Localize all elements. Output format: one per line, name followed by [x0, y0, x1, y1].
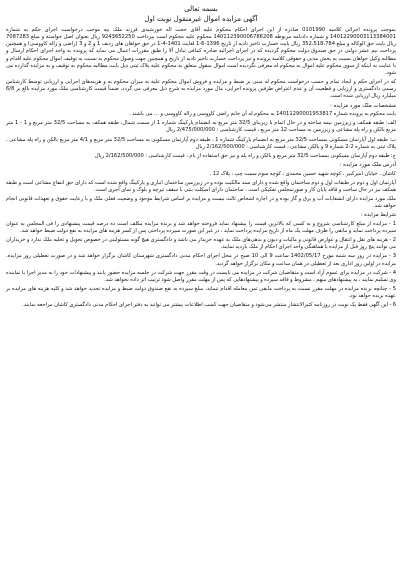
section-conditions-heading: شرایط مزایده : — [360, 212, 396, 219]
section-address-heading: آدرس ملک مورد مزایده : — [339, 162, 396, 168]
paragraph-condition-5: 5 - چنانچه برنده مزایده در مهلت مقرر نسبت به پرداخت مابقی ثمن معامله اقدام ننماید، مبلغ سپرده به نفع صندوق دولت ضبط و مزایده تجدید خواهد شد و کلیه هزینه های مزایده بر عهده برنده خواهد بود. — [6, 286, 396, 300]
paragraph-item-a: الف: طبقه همکف و زیرزمین نیمه ساخته و در حال اتمام با زیربنای 32/5 متر مربع به انضمام پارکینگ شماره 1 از سمت شمال، طبقه همکف به مساحت 32/5 متر مربع و 1 - 1 متر مربع بالکن و راه پله مشاعی و زیرزمین به مساحت 12 متر مربع ، قیمت کارشناسی : 2/475/000/000 ریال — [6, 120, 397, 134]
paragraph-building: آپارتمان اول و دوم در طبقات اول و دوم ساختمان واقع شده و دارای سند مالکیت بوده و در زیرزمین ساختمان انباری و پارکینگ واقع شده است که دارای حق انتفاع مشاعی است و طبقه همکف نیز در حال ساخت و فاقد پایان کار و صورتمجلس تفکیکی است ، ساختمان دارای اسکلت بتنی با سقف تیرچه و بلوک و نمای آجری است. — [6, 179, 396, 193]
paragraph-condition-2: 2 - هزینه های نقل و انتقال و عوارض قانونی و مالیات و دیون و بدهی‌های ملک به عهده خریدار می باشد و دادگستری هیچ گونه مسئولیتی در خصوص تحویل و تخلیه ملک ندارد و خریداران می توانند پنج روز قبل از مزایده با هماهنگی واحد اجرای احکام از ملک بازدید نمایند. — [6, 237, 396, 251]
paragraph-condition-3: 3 - مزایده در روز سه شنبه مورخ 1402/05/17 ساعت 9 الی 10 صبح در محل اجرای احکام مدنی دادگستری شهرستان کاشان برگزار خواهد شد و در صورت تعطیلی روز مزایده، مزایده در اولین روز اداری بعد از تعطیلی در همان ساعت و مکان برگزار خواهد گردید. — [6, 253, 396, 267]
paragraph-item-c: ج: طبقه دوم آپارتمان مسکونی بمساحت 32/5 متر مربع و بالکن و راه پله و نیز حق استفاده از بام ، قیمت کارشناسی : 2/162/500/000 ریال — [94, 152, 396, 159]
paragraph-condition-6: 6 - این آگهی فقط یک نوبت در روزنامه کثیرالانتشار منتشر می‌شود و متقاضیان جهت کسب اطلاعات بیشتر می توانند به دفتر اجرای احکام مدنی دادگستری کاشان مراجعه نمایند. — [22, 302, 396, 309]
paragraph-condition-1: 1 - مزایده از مبلغ کارشناسی شروع و به کسی که بالاترین قیمت را پیشنهاد نماید فروخته خواهد شد و برنده مزایده مکلف است ده درصد قیمت پیشنهادی را فی المجلس به عنوان سپرده پرداخت نماید و مابقی را ظرف مهلت یک ماه از تاریخ مزایده پرداخت نماید ، در غیر این صورت سپرده پرداختی پس از کسر هزینه های مزایده به نفع دولت ضبط خواهد شد. — [6, 220, 396, 234]
paragraph-execution: که در اجرای حکم و ایجاد تمام و حسب درخواست محکوم له مبنی بر ضبط و مزایده و فروش اموال محکوم علیه به میزان محکوم به و هزینه‌های اجرایی و ارزیابی توسط کارشناس رسمی دادگستری و ارزیابی و قطعیت آن و عدم اعتراض طرفین پرونده اجرایی، مال مورد مزایده به شرح ذیل معرفی می گردد، ضمناً قیمت کارشناسی ملک مورد مزایده بالغ بر 6/8 میلیارد ریال ارزیابی شده است. — [6, 79, 396, 100]
document-title: بسمه تعالی — [184, 5, 218, 13]
paragraph-address: کاشان ، خیابان امیرکبیر ، کوچه شهید حسین محمدی ، کوچه سوم سمت چپ ، پلاک 12 . — [209, 170, 396, 177]
paragraph-item-b: ب: طبقه اول آپارتمان مسکونی بمساحت 32/5 متر مربع به انضمام پارکینگ شماره 1 ، طبقه دوم آپارتمان مسکونی به مساحت 32/5 متر مربع و 4/1 متر مربع بالکن و راه پله مشاعی ، پلاک ثبتی به شماره 2-2 شماره 9 و بالکن مشاعی ، قیمت کارشناسی : 2/162/500/000 ریال — [6, 136, 396, 150]
paragraph-beneficiary: بابت محکوم به پرونده شماره 14011290001953817 به محکوم له آن خانم راضی کاووسی و زاله کاووسی و ... می باشند . — [129, 111, 396, 118]
paragraph-case-intro: بموجب پرونده اجرائی کلاسه 0101990 صادره از این اجرای احکام محکوم علیه آقای حجت اله خورشیدی فرزند ملک بیه موجب درخواست اجرای حکم به شماره 14012290003113384001 و شماره دادنامه مربوطه 140112390006786208 محکوم علیه محکوم است بپرداخت 9243652250 ریال بعنوان اصل خواسته و مبلغ 7087283 ریال بابت حق الوکاله و مبلغ 352،518،784 ریال بابت خسارت تاخیر تادیه از تاریخ 1396-6-1 لغایت 1401-4-1 در حق خواهان های ردیف 1 و 2 و 3 (راضی و زاله کاووسی) و همچنین پرداخت نیم عشر دولتی در حق صندوق دولت محکوم گردیده که در اجرای اجرائیه صادره کمافی تبادل آلا را طبق مقررات اعمال می نماید که پرونده به واحد اجرای احکام ارسال و مطالبه وکیل خواهان نسبت به بخش مدنی و حقوقی کلاسه پرونده و نیز پرداخت خسارت تاخیر تادیه از تاریخ و همچنین جهت وصول محکوم به نسبت به توقیف اموال محکوم علیه اقدام و با عنایت به اینکه از سوی محکوم علیه اموال به محکوم له معرفی نگردیده است اموال منقول متعلق به محکوم علیه پلاک ثبتی ذیل بابت مطالبه محکوم به توقیف و به مزایده گذارده می شود. — [6, 27, 396, 76]
section-property-heading: مشخصات ملک مورد مزایده : — [330, 102, 396, 109]
document-subtitle: آگهی مزایده اموال غیرمنقول نوبت اول — [144, 15, 258, 23]
paragraph-condition-4: 4 - شرکت در مزایده برای عموم آزاد است و متقاضیان شرکت در مزایده می بایست در وقت مقرر جهت شرکت در جلسه مزایده حضور یابند و پیشنهادات خود را به مدیر اجرا یا نماینده وی تسلیم نمایند ، به پیشنهادهای مبهم ، مشروط و فاقد سپرده و پیشنهادهایی که پس از مهلت مقرر واصل شود ترتیب اثر داده نخواهد شد. — [6, 269, 396, 283]
paragraph-utilities: ملک مورد مزایده دارای انشعابات آب و برق و گاز بوده و در اجاره اشخاص ثالث نیست و مزایده بر اساس شرایط موجود و وضعیت فعلی ملک و با رعایت حقوق و تعهدات قانونی انجام خواهد شد. — [6, 195, 396, 210]
